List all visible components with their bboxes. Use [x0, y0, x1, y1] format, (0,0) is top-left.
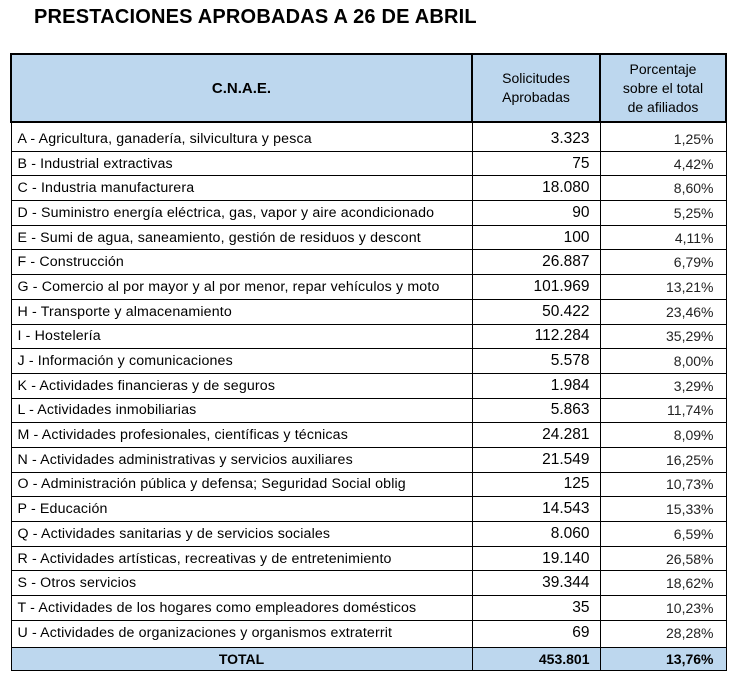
table-footer	[11, 648, 726, 671]
porcentaje-value: 15,33%	[600, 497, 726, 522]
solicitudes-value: 101.969	[472, 275, 600, 300]
sector-name: R - Actividades artísticas, recreativas y de entretenimiento	[11, 546, 472, 571]
solicitudes-value: 14.543	[472, 497, 600, 522]
porcentaje-value: 28,28%	[600, 620, 726, 648]
porcentaje-value: 5,25%	[600, 201, 726, 226]
table-row	[11, 522, 726, 547]
sector-name: L - Actividades inmobiliarias	[11, 398, 472, 423]
table-body	[11, 122, 726, 648]
header-solicitudes-line1: Solicitudes	[502, 70, 570, 86]
sector-name: Q - Actividades sanitarias y de servicios sociales	[11, 522, 472, 547]
table-row	[11, 122, 726, 151]
solicitudes-value: 112.284	[472, 324, 600, 349]
table-row	[11, 423, 726, 448]
solicitudes-value: 35	[472, 596, 600, 621]
sector-name: H - Transporte y almacenamiento	[11, 299, 472, 324]
porcentaje-value: 18,62%	[600, 571, 726, 596]
table-row	[11, 497, 726, 522]
sector-name: C - Industria manufacturera	[11, 176, 472, 201]
total-solicitudes: 453.801	[472, 648, 600, 671]
solicitudes-value: 5.863	[472, 398, 600, 423]
sector-name: F - Construcción	[11, 250, 472, 275]
sector-name: K - Actividades financieras y de seguros	[11, 373, 472, 398]
porcentaje-value: 10,73%	[600, 472, 726, 497]
header-porcentaje	[600, 54, 726, 122]
table-row	[11, 349, 726, 374]
solicitudes-value: 100	[472, 225, 600, 250]
solicitudes-value: 1.984	[472, 373, 600, 398]
sector-name: O - Administración pública y defensa; Seguridad Social oblig	[11, 472, 472, 497]
sector-name: G - Comercio al por mayor y al por menor, repar vehículos y moto	[11, 275, 472, 300]
solicitudes-value: 75	[472, 151, 600, 176]
porcentaje-value: 16,25%	[600, 447, 726, 472]
sector-name: I - Hostelería	[11, 324, 472, 349]
table-row	[11, 250, 726, 275]
solicitudes-value: 19.140	[472, 546, 600, 571]
solicitudes-value: 69	[472, 620, 600, 648]
solicitudes-value: 50.422	[472, 299, 600, 324]
header-porcentaje-line3: de afiliados	[627, 98, 699, 115]
sector-name: E - Sumi de agua, saneamiento, gestión de residuos y descont	[11, 225, 472, 250]
porcentaje-value: 1,25%	[600, 122, 726, 151]
porcentaje-value: 26,58%	[600, 546, 726, 571]
total-row	[11, 648, 726, 671]
table-row	[11, 571, 726, 596]
table-row	[11, 225, 726, 250]
header-porcentaje-line2: sobre el total	[622, 79, 704, 96]
table-row	[11, 201, 726, 226]
table-row	[11, 299, 726, 324]
table-row	[11, 546, 726, 571]
sector-name: P - Educación	[11, 497, 472, 522]
total-label: TOTAL	[11, 648, 472, 671]
sector-name: M - Actividades profesionales, científicas y técnicas	[11, 423, 472, 448]
table-row	[11, 324, 726, 349]
solicitudes-value: 39.344	[472, 571, 600, 596]
solicitudes-value: 5.578	[472, 349, 600, 374]
header-solicitudes-line2: Aprobadas	[502, 89, 570, 105]
porcentaje-value: 6,59%	[600, 522, 726, 547]
porcentaje-value: 4,11%	[600, 225, 726, 250]
porcentaje-value: 8,60%	[600, 176, 726, 201]
sector-name: D - Suministro energía eléctrica, gas, vapor y aire acondicionado	[11, 201, 472, 226]
sector-name: S - Otros servicios	[11, 571, 472, 596]
porcentaje-value: 13,21%	[600, 275, 726, 300]
sector-name: B - Industrial extractivas	[11, 151, 472, 176]
porcentaje-value: 11,74%	[600, 398, 726, 423]
porcentaje-value: 10,23%	[600, 596, 726, 621]
table-row	[11, 151, 726, 176]
sector-name: T - Actividades de los hogares como empleadores domésticos	[11, 596, 472, 621]
header-porcentaje-line1: Porcentaje	[629, 60, 697, 77]
porcentaje-value: 3,29%	[600, 373, 726, 398]
sector-name: J - Información y comunicaciones	[11, 349, 472, 374]
solicitudes-value: 18.080	[472, 176, 600, 201]
porcentaje-value: 23,46%	[600, 299, 726, 324]
solicitudes-value: 90	[472, 201, 600, 226]
table-row	[11, 596, 726, 621]
porcentaje-value: 35,29%	[600, 324, 726, 349]
porcentaje-value: 8,00%	[600, 349, 726, 374]
table-row	[11, 373, 726, 398]
sector-name: N - Actividades administrativas y servicios auxiliares	[11, 447, 472, 472]
prestaciones-table	[10, 53, 727, 671]
solicitudes-value: 21.549	[472, 447, 600, 472]
table-row	[11, 447, 726, 472]
sector-name: U - Actividades de organizaciones y organismos extraterrit	[11, 620, 472, 648]
table-row	[11, 620, 726, 648]
table-row	[11, 472, 726, 497]
solicitudes-value: 125	[472, 472, 600, 497]
porcentaje-value: 8,09%	[600, 423, 726, 448]
solicitudes-value: 3.323	[472, 122, 600, 151]
porcentaje-value: 4,42%	[600, 151, 726, 176]
page-title: PRESTACIONES APROBADAS A 26 DE ABRIL	[34, 6, 477, 28]
table-row	[11, 275, 726, 300]
solicitudes-value: 8.060	[472, 522, 600, 547]
table-row	[11, 398, 726, 423]
table-row	[11, 176, 726, 201]
solicitudes-value: 26.887	[472, 250, 600, 275]
total-porcentaje: 13,76%	[600, 648, 726, 671]
header-solicitudes	[472, 54, 600, 122]
sector-name: A - Agricultura, ganadería, silvicultura y pesca	[11, 122, 472, 151]
table-header	[11, 54, 726, 122]
solicitudes-value: 24.281	[472, 423, 600, 448]
porcentaje-value: 6,79%	[600, 250, 726, 275]
header-cnae: C.N.A.E.	[11, 54, 472, 122]
